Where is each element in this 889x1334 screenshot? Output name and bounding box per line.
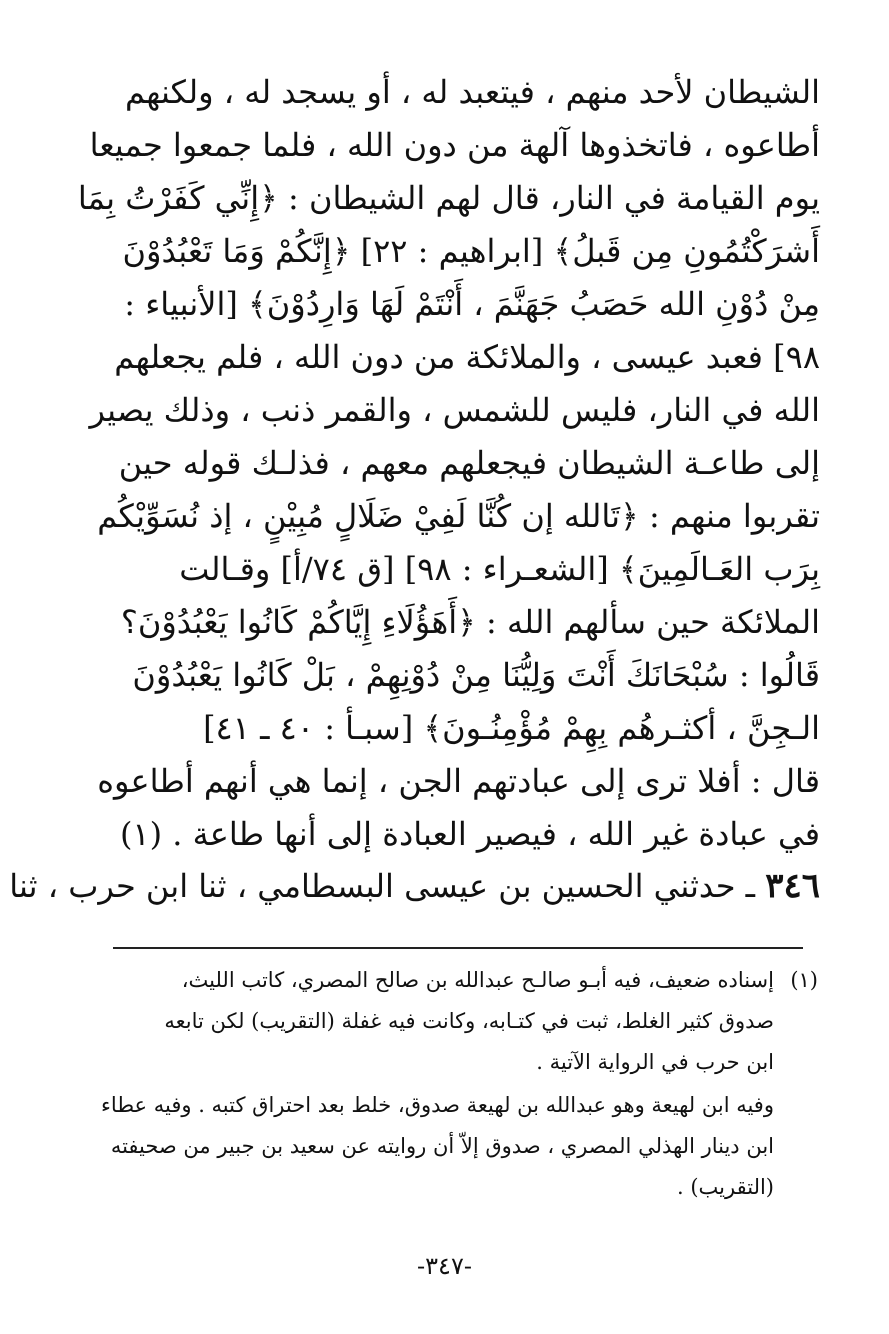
text-line: أَشرَكْتُمُونِ مِن قَبلُ﴾ [ابراهيم : ٢٢] ﴿إِنَّكُمْ وَمَا تَعْبُدُوْنَ — [122, 232, 820, 270]
footnote-line: (التقريب) . — [677, 1175, 774, 1199]
page-number: -٣٤٧- — [417, 1252, 472, 1280]
text-line: الشيطان لأحد منهم ، فيتعبد له ، أو يسجد له ، ولكنهم — [124, 73, 820, 111]
text-line: قَالُوا : سُبْحَانَكَ أَنْتَ وَلِيُّنَا مِنْ دُوْنِهِمْ ، بَلْ كَانُوا يَعْبُدُوْنَ — [132, 656, 820, 694]
hadith-heading — [9, 858, 820, 914]
footnote-line: ابن حرب في الرواية الآتية . — [536, 1050, 774, 1074]
text-line: يوم القيامة في النار، قال لهم الشيطان : ﴿إِنِّي كَفَرْتُ بِمَا — [77, 179, 820, 217]
footnote-1 — [100, 960, 818, 1083]
footnote-line: صدوق كثير الغلط، ثبت في كتـابه، وكانت فيه غفلة (التقريب) لكن تابعه — [164, 1009, 774, 1033]
footnote-divider — [113, 947, 803, 949]
text-line: في عبادة غير الله ، فيصير العبادة إلى أنها طاعة . (١) — [119, 815, 820, 853]
text-line: قال : أفلا ترى إلى عبادتهم الجن ، إنما هي أنهم أطاعوه — [97, 762, 820, 800]
footnote-marker: (١) — [790, 968, 818, 992]
text-line: بِرَب العَـالَمِينَ﴾ [الشعـراء : ٩٨] [ق ٧٤/أ] وقـالت — [179, 550, 820, 588]
footnote-line: ابن دينار الهذلي المصري ، صدوق إلاّ أن روايته عن سعيد بن جبير من صحيفته — [110, 1134, 774, 1158]
hadith-text: حدثني الحسين بن عيسى البسطامي ، ثنا ابن حرب ، ثنا — [9, 867, 736, 905]
footnote-line: إسناده ضعيف، فيه أبـو صالـح عبدالله بن صالح المصري، كاتب الليث، — [181, 968, 774, 992]
text-line: أطاعوه ، فاتخذوها آلهة من دون الله ، فلما جمعوا جميعا — [89, 126, 820, 164]
text-line: تقربوا منهم : ﴿تَالله إن كُنَّا لَفِيْ ضَلَالٍ مُبِيْنٍ ، إذ نُسَوِّيْكُم — [97, 497, 820, 535]
text-line: ٩٨] فعبد عيسى ، والملائكة من دون الله ، فلم يجعلهم — [114, 338, 820, 376]
hadith-separator: ـ — [735, 867, 766, 905]
text-line: مِنْ دُوْنِ الله حَصَبُ جَهَنَّمَ ، أَنْتَمْ لَهَا وَارِدُوْنَ﴾ [الأنبياء : — [124, 285, 820, 323]
footnotes — [100, 960, 818, 1208]
text-line: الـجِنَّ ، أكثـرهُم بِهِمْ مُؤْمِنُـونَ﴾ [سبـأ : ٤٠ ـ ٤١] — [203, 709, 820, 747]
footnote-continuation — [100, 1085, 818, 1208]
footnote-body — [100, 960, 774, 1083]
text-line: الملائكة حين سألهم الله : ﴿أَهَؤُلَاءِ إِيَّاكُمْ كَانُوا يَعْبُدُوْنَ؟ — [120, 603, 820, 641]
text-line: إلى طاعـة الشيطان فيجعلهم معهم ، فذلـك قوله حين — [118, 444, 820, 482]
text-line: الله في النار، فليس للشمس ، والقمر ذنب ، وذلك يصير — [89, 391, 820, 429]
footnote-line: وفيه ابن لهيعة وهو عبدالله بن لهيعة صدوق، خلط بعد احتراق كتبه . وفيه عطاء — [101, 1093, 774, 1117]
main-text-block — [77, 66, 820, 861]
hadith-number: ٣٤٦ — [765, 866, 820, 906]
